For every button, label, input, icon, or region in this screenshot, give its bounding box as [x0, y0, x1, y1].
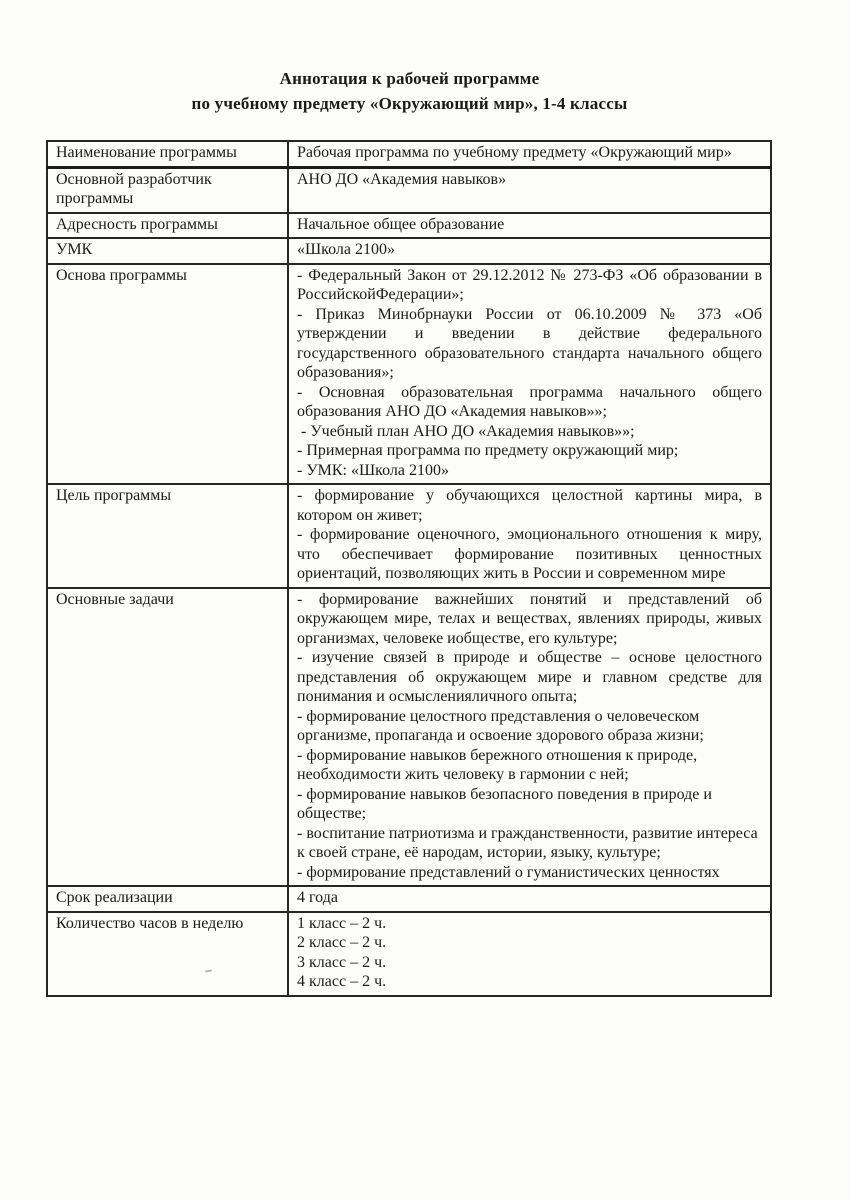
value-paragraph: - формирование навыков бережного отношения к природе, необходимости жить человеку в гармонии с ней; [297, 746, 698, 783]
row-value [288, 484, 771, 588]
row-label: Количество часов в неделю [47, 912, 288, 996]
value-paragraph: - формирование представлений о гуманистических ценностях [297, 863, 720, 881]
value-paragraph: - Примерная программа по предмету окружающий мир; [297, 442, 679, 459]
row-label: Срок реализации [47, 886, 288, 912]
row-label: Основа программы [47, 264, 288, 485]
row-label: Адресность программы [47, 213, 288, 239]
value-paragraph: Рабочая программа по учебному предмету «Окружающий мир» [297, 144, 732, 161]
row-label: Цель программы [47, 484, 288, 588]
row-label: Наименование программы [47, 141, 288, 167]
title-line-1: Аннотация к рабочей программе [279, 69, 540, 88]
row-value [288, 588, 771, 887]
value-paragraph: - УМК: «Школа 2100» [297, 461, 449, 479]
value-paragraph: - формирование целостного представления о человеческом организме, пропаганда и освоение здорового образа жизни; [297, 707, 704, 744]
value-paragraph: 2 класс – 2 ч. [297, 934, 387, 951]
row-value [288, 886, 771, 912]
value-paragraph: - Основная образовательная программа начального общего образования АНО ДО «Академия навыков»»; [297, 383, 762, 420]
value-paragraph: - изучение связей в природе и обществе – основе целостного представления об окружающем мире и главном средстве для понимания и осмысленияличного опыта; [297, 649, 762, 705]
value-paragraph: - формирование навыков безопасного поведения в природе и обществе; [297, 785, 712, 822]
value-paragraph: - Федеральный Закон от 29.12.2012 № 273-ФЗ «Об образовании в РоссийскойФедерации»; [297, 266, 762, 303]
table-row-program-goal [47, 484, 771, 588]
row-value [288, 238, 771, 264]
value-paragraph: «Школа 2100» [297, 241, 395, 258]
value-paragraph: - формирование важнейших понятий и представлений об окружающем мире, телах и веществах, явлениях природы, живых организмах, человеке иобществе, его культуре; [297, 590, 762, 647]
row-label: УМК [47, 238, 288, 264]
annotation-table [46, 140, 772, 997]
value-paragraph: - Учебный план АНО ДО «Академия навыков»»; [301, 422, 635, 440]
table-row-hours-per-week [47, 912, 771, 996]
table-row-umk [47, 238, 771, 264]
row-label: Основной разработчик программы [47, 167, 288, 213]
row-value [288, 141, 771, 167]
table-row-main-tasks [47, 588, 771, 887]
row-value [288, 912, 771, 996]
row-value [288, 213, 771, 239]
table-row-developer [47, 167, 771, 213]
table-row-program-basis [47, 264, 771, 485]
value-paragraph: 4 года [297, 889, 338, 906]
row-value [288, 167, 771, 213]
document-title [0, 66, 819, 116]
row-label: Основные задачи [47, 588, 288, 887]
value-paragraph: 4 класс – 2 ч. [297, 973, 387, 990]
title-line-2: по учебному предмету «Окружающий мир», 1-4 классы [191, 94, 628, 113]
value-paragraph: 1 класс – 2 ч. [297, 914, 387, 932]
table-row-program-name [47, 141, 771, 167]
value-paragraph: - воспитание патриотизма и гражданственности, развитие интереса к своей стране, её народам, истории, языку, культуре; [297, 824, 758, 861]
table-row-duration [47, 886, 771, 912]
value-paragraph: - Приказ Минобрнауки России от 06.10.2009 № 373 «Об утверждении и введении в действие федерального государственного образовательного стандарта начального общего образования»; [297, 305, 762, 381]
value-paragraph: - формирование у обучающихся целостной картины мира, в котором он живет; [297, 487, 762, 524]
table-row-addressees [47, 213, 771, 239]
value-paragraph: АНО ДО «Академия навыков» [297, 170, 507, 188]
row-value [288, 264, 771, 485]
value-paragraph: Начальное общее образование [297, 215, 505, 233]
value-paragraph: - формирование оценочного, эмоционального отношения к миру, что обеспечивает формирование позитивных ценностных ориентаций, позволяющих жить в России и современном мире [297, 526, 762, 582]
value-paragraph: 3 класс – 2 ч. [297, 953, 387, 971]
